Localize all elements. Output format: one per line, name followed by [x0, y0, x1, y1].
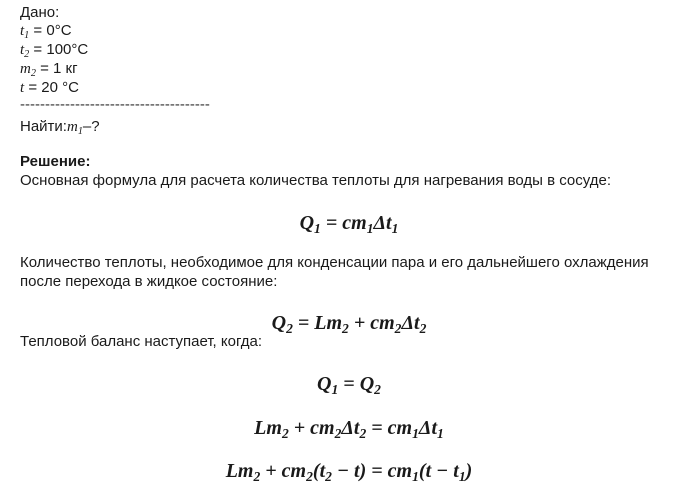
find-label: Найти:: [20, 118, 67, 135]
t1-var: t: [20, 23, 25, 39]
solution-text-2b: после перехода в жидкое состояние:: [20, 273, 278, 290]
t1-value: = 0°C: [29, 22, 72, 39]
equation-q2: $Q_2 = Lm_2 + cm_2\Delta t_2$: [271, 312, 427, 337]
find-var: m: [66, 119, 78, 135]
find-sub: 1: [77, 126, 83, 138]
given-m2: [20, 60, 78, 78]
given-t2: [20, 41, 88, 59]
equation-balance-expanded: $Lm_2 + cm_2\Delta t_2 = cm_1\Delta t_1$: [254, 417, 444, 442]
solution-text-2a: Количество теплоты, необходимое для конденсации пара и его дальнейшего охлаждения: [20, 254, 649, 271]
equation-balance-substituted: $Lm_2 + cm_2(t_2 - t) = cm_1(t - t_1)$: [225, 460, 473, 485]
t1-sub: 1: [24, 30, 30, 42]
t-value: = 20 °C: [24, 79, 79, 96]
t2-value: = 100°C: [29, 41, 89, 58]
equation-balance: $Q_1 = Q_2$: [317, 373, 381, 398]
given-divider: --------------------------------------: [20, 96, 210, 113]
solution-heading: Решение:: [20, 153, 91, 170]
t2-sub: 2: [24, 49, 30, 61]
m2-sub: 2: [30, 68, 36, 80]
find-rest: –?: [82, 118, 100, 135]
solution-text-3: Тепловой баланс наступает, когда:: [20, 333, 263, 350]
t-var: t: [20, 80, 25, 96]
t2-var: t: [20, 42, 25, 58]
given-heading: Дано:: [20, 4, 60, 21]
m2-var: m: [20, 61, 31, 77]
given-t1: [20, 22, 72, 40]
solution-text-1: Основная формула для расчета количества теплоты для нагревания воды в сосуде:: [20, 172, 612, 189]
find-line: [20, 118, 100, 136]
given-t: [20, 79, 79, 97]
m2-value: = 1 кг: [35, 60, 78, 77]
equation-q1: $Q_1 = cm_1\Delta t_1$: [299, 212, 399, 237]
